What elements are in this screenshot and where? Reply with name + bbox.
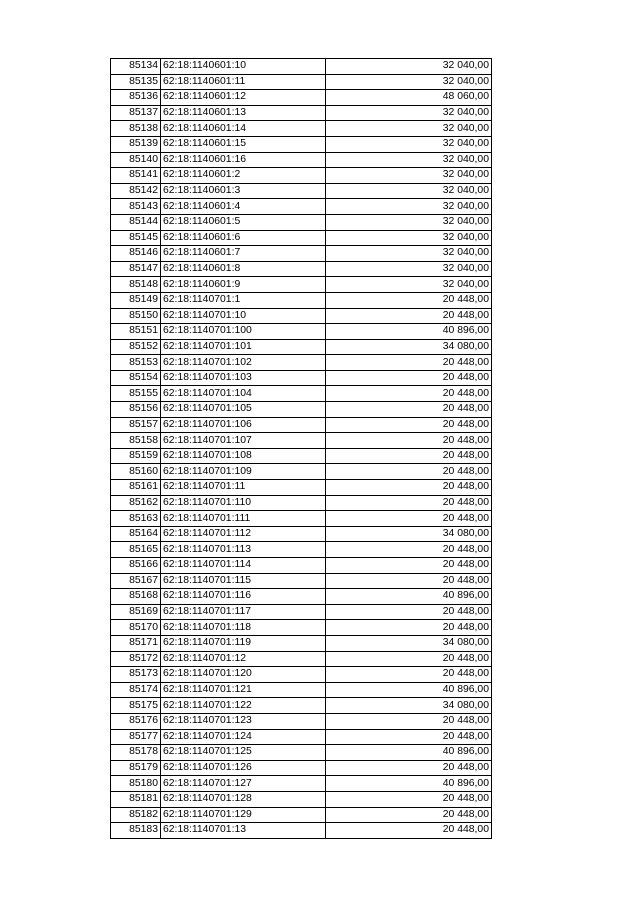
row-number-cell: 85159 [111,448,161,464]
row-number-cell: 85155 [111,386,161,402]
cadastral-number-cell: 62:18:1140701:101 [161,339,326,355]
row-number-cell: 85177 [111,729,161,745]
cadastral-number-cell: 62:18:1140701:120 [161,667,326,683]
row-number-cell: 85134 [111,59,161,75]
cadastral-number-cell: 62:18:1140701:109 [161,464,326,480]
cadastral-number-cell: 62:18:1140701:108 [161,448,326,464]
row-number-cell: 85162 [111,495,161,511]
cadastral-value-cell: 20 448,00 [326,573,492,589]
table-row [111,698,492,714]
cadastral-value-cell: 32 040,00 [326,59,492,75]
cadastral-number-cell: 62:18:1140701:129 [161,807,326,823]
table-row [111,480,492,496]
row-number-cell: 85144 [111,214,161,230]
cadastral-number-cell: 62:18:1140701:11 [161,480,326,496]
cadastral-number-cell: 62:18:1140701:106 [161,417,326,433]
cadastral-value-cell: 20 448,00 [326,402,492,418]
row-number-cell: 85168 [111,589,161,605]
row-number-cell: 85169 [111,604,161,620]
row-number-cell: 85160 [111,464,161,480]
cadastral-value-cell: 20 448,00 [326,292,492,308]
cadastral-value-cell: 32 040,00 [326,199,492,215]
cadastral-number-cell: 62:18:1140701:123 [161,713,326,729]
row-number-cell: 85153 [111,355,161,371]
cadastral-value-cell: 20 448,00 [326,386,492,402]
table-row [111,183,492,199]
table-row [111,59,492,75]
cadastral-number-cell: 62:18:1140701:1 [161,292,326,308]
table-row [111,417,492,433]
cadastral-number-cell: 62:18:1140601:15 [161,136,326,152]
cadastral-value-cell: 20 448,00 [326,604,492,620]
cadastral-number-cell: 62:18:1140601:10 [161,59,326,75]
cadastral-value-cell: 20 448,00 [326,448,492,464]
table-row [111,152,492,168]
row-number-cell: 85145 [111,230,161,246]
cadastral-number-cell: 62:18:1140701:122 [161,698,326,714]
cadastral-value-cell: 34 080,00 [326,339,492,355]
cadastral-value-cell: 40 896,00 [326,324,492,340]
cadastral-value-cell: 40 896,00 [326,745,492,761]
cadastral-value-cell: 20 448,00 [326,713,492,729]
row-number-cell: 85141 [111,168,161,184]
cadastral-number-cell: 62:18:1140701:103 [161,370,326,386]
row-number-cell: 85170 [111,620,161,636]
table-row [111,682,492,698]
table-row [111,760,492,776]
table-row [111,402,492,418]
row-number-cell: 85178 [111,745,161,761]
row-number-cell: 85173 [111,667,161,683]
cadastral-value-cell: 32 040,00 [326,183,492,199]
cadastral-number-cell: 62:18:1140701:115 [161,573,326,589]
cadastral-number-cell: 62:18:1140601:13 [161,105,326,121]
table-row [111,74,492,90]
row-number-cell: 85183 [111,823,161,839]
cadastral-value-cell: 40 896,00 [326,682,492,698]
cadastral-number-cell: 62:18:1140701:12 [161,651,326,667]
cadastral-number-cell: 62:18:1140601:11 [161,74,326,90]
row-number-cell: 85157 [111,417,161,433]
table-row [111,589,492,605]
cadastral-value-cell: 20 448,00 [326,729,492,745]
cadastral-value-cell: 20 448,00 [326,542,492,558]
cadastral-number-cell: 62:18:1140701:117 [161,604,326,620]
row-number-cell: 85163 [111,511,161,527]
cadastral-value-cell: 20 448,00 [326,464,492,480]
cadastral-value-cell: 34 080,00 [326,698,492,714]
table-row [111,136,492,152]
cadastral-value-cell: 20 448,00 [326,791,492,807]
row-number-cell: 85140 [111,152,161,168]
table-row [111,230,492,246]
row-number-cell: 85151 [111,324,161,340]
table-row [111,308,492,324]
cadastral-value-cell: 32 040,00 [326,277,492,293]
cadastral-number-cell: 62:18:1140601:6 [161,230,326,246]
cadastral-number-cell: 62:18:1140701:107 [161,433,326,449]
table-row [111,495,492,511]
cadastral-value-cell: 32 040,00 [326,168,492,184]
row-number-cell: 85139 [111,136,161,152]
cadastral-value-cell: 32 040,00 [326,246,492,262]
cadastral-value-cell: 20 448,00 [326,417,492,433]
cadastral-value-table [110,58,492,839]
cadastral-number-cell: 62:18:1140701:111 [161,511,326,527]
cadastral-number-cell: 62:18:1140601:16 [161,152,326,168]
cadastral-value-cell: 32 040,00 [326,214,492,230]
row-number-cell: 85138 [111,121,161,137]
row-number-cell: 85172 [111,651,161,667]
cadastral-value-cell: 20 448,00 [326,667,492,683]
row-number-cell: 85149 [111,292,161,308]
row-number-cell: 85182 [111,807,161,823]
row-number-cell: 85176 [111,713,161,729]
cadastral-value-cell: 20 448,00 [326,760,492,776]
cadastral-number-cell: 62:18:1140701:124 [161,729,326,745]
table-row [111,261,492,277]
row-number-cell: 85158 [111,433,161,449]
table-row [111,121,492,137]
cadastral-number-cell: 62:18:1140701:113 [161,542,326,558]
cadastral-number-cell: 62:18:1140601:5 [161,214,326,230]
cadastral-number-cell: 62:18:1140701:10 [161,308,326,324]
row-number-cell: 85146 [111,246,161,262]
table-row [111,105,492,121]
table-row [111,511,492,527]
cadastral-number-cell: 62:18:1140701:125 [161,745,326,761]
table-row [111,370,492,386]
table-body [111,59,492,839]
row-number-cell: 85179 [111,760,161,776]
row-number-cell: 85174 [111,682,161,698]
cadastral-value-cell: 20 448,00 [326,823,492,839]
table-row [111,464,492,480]
table-row [111,542,492,558]
cadastral-number-cell: 62:18:1140701:126 [161,760,326,776]
cadastral-number-cell: 62:18:1140701:104 [161,386,326,402]
cadastral-value-cell: 20 448,00 [326,308,492,324]
cadastral-value-cell: 20 448,00 [326,370,492,386]
row-number-cell: 85166 [111,558,161,574]
row-number-cell: 85137 [111,105,161,121]
cadastral-number-cell: 62:18:1140601:2 [161,168,326,184]
cadastral-value-cell: 20 448,00 [326,480,492,496]
cadastral-value-cell: 20 448,00 [326,511,492,527]
table-row [111,433,492,449]
row-number-cell: 85152 [111,339,161,355]
cadastral-number-cell: 62:18:1140701:105 [161,402,326,418]
table-row [111,620,492,636]
row-number-cell: 85156 [111,402,161,418]
cadastral-number-cell: 62:18:1140701:116 [161,589,326,605]
cadastral-number-cell: 62:18:1140601:9 [161,277,326,293]
table-row [111,292,492,308]
table-row [111,651,492,667]
cadastral-number-cell: 62:18:1140601:8 [161,261,326,277]
document-page [110,58,491,839]
row-number-cell: 85167 [111,573,161,589]
cadastral-number-cell: 62:18:1140701:100 [161,324,326,340]
cadastral-number-cell: 62:18:1140601:12 [161,90,326,106]
cadastral-value-cell: 32 040,00 [326,121,492,137]
row-number-cell: 85148 [111,277,161,293]
cadastral-value-cell: 20 448,00 [326,495,492,511]
cadastral-number-cell: 62:18:1140701:110 [161,495,326,511]
cadastral-value-cell: 20 448,00 [326,651,492,667]
cadastral-value-cell: 34 080,00 [326,526,492,542]
cadastral-number-cell: 62:18:1140701:13 [161,823,326,839]
row-number-cell: 85135 [111,74,161,90]
table-row [111,246,492,262]
cadastral-number-cell: 62:18:1140701:121 [161,682,326,698]
cadastral-value-cell: 32 040,00 [326,261,492,277]
cadastral-value-cell: 32 040,00 [326,152,492,168]
table-row [111,90,492,106]
cadastral-number-cell: 62:18:1140601:4 [161,199,326,215]
table-row [111,277,492,293]
cadastral-number-cell: 62:18:1140601:3 [161,183,326,199]
table-row [111,776,492,792]
cadastral-value-cell: 32 040,00 [326,74,492,90]
table-row [111,386,492,402]
row-number-cell: 85171 [111,635,161,651]
row-number-cell: 85143 [111,199,161,215]
cadastral-value-cell: 40 896,00 [326,776,492,792]
cadastral-value-cell: 48 060,00 [326,90,492,106]
row-number-cell: 85147 [111,261,161,277]
table-row [111,823,492,839]
cadastral-number-cell: 62:18:1140701:119 [161,635,326,651]
table-row [111,791,492,807]
table-row [111,604,492,620]
row-number-cell: 85180 [111,776,161,792]
table-row [111,807,492,823]
cadastral-number-cell: 62:18:1140701:112 [161,526,326,542]
table-row [111,448,492,464]
cadastral-value-cell: 32 040,00 [326,105,492,121]
table-row [111,635,492,651]
cadastral-number-cell: 62:18:1140601:7 [161,246,326,262]
cadastral-value-cell: 32 040,00 [326,136,492,152]
table-row [111,214,492,230]
row-number-cell: 85175 [111,698,161,714]
cadastral-value-cell: 20 448,00 [326,433,492,449]
table-row [111,324,492,340]
table-row [111,558,492,574]
cadastral-number-cell: 62:18:1140601:14 [161,121,326,137]
row-number-cell: 85150 [111,308,161,324]
cadastral-value-cell: 40 896,00 [326,589,492,605]
row-number-cell: 85181 [111,791,161,807]
cadastral-number-cell: 62:18:1140701:118 [161,620,326,636]
row-number-cell: 85161 [111,480,161,496]
cadastral-value-cell: 32 040,00 [326,230,492,246]
table-row [111,713,492,729]
cadastral-number-cell: 62:18:1140701:128 [161,791,326,807]
cadastral-value-cell: 20 448,00 [326,355,492,371]
table-row [111,526,492,542]
row-number-cell: 85154 [111,370,161,386]
table-row [111,573,492,589]
table-row [111,667,492,683]
cadastral-number-cell: 62:18:1140701:127 [161,776,326,792]
row-number-cell: 85165 [111,542,161,558]
cadastral-value-cell: 34 080,00 [326,635,492,651]
table-row [111,199,492,215]
cadastral-number-cell: 62:18:1140701:102 [161,355,326,371]
cadastral-value-cell: 20 448,00 [326,558,492,574]
cadastral-number-cell: 62:18:1140701:114 [161,558,326,574]
table-row [111,729,492,745]
cadastral-value-cell: 20 448,00 [326,620,492,636]
table-row [111,339,492,355]
row-number-cell: 85142 [111,183,161,199]
table-row [111,168,492,184]
row-number-cell: 85164 [111,526,161,542]
table-row [111,745,492,761]
table-row [111,355,492,371]
row-number-cell: 85136 [111,90,161,106]
cadastral-value-cell: 20 448,00 [326,807,492,823]
